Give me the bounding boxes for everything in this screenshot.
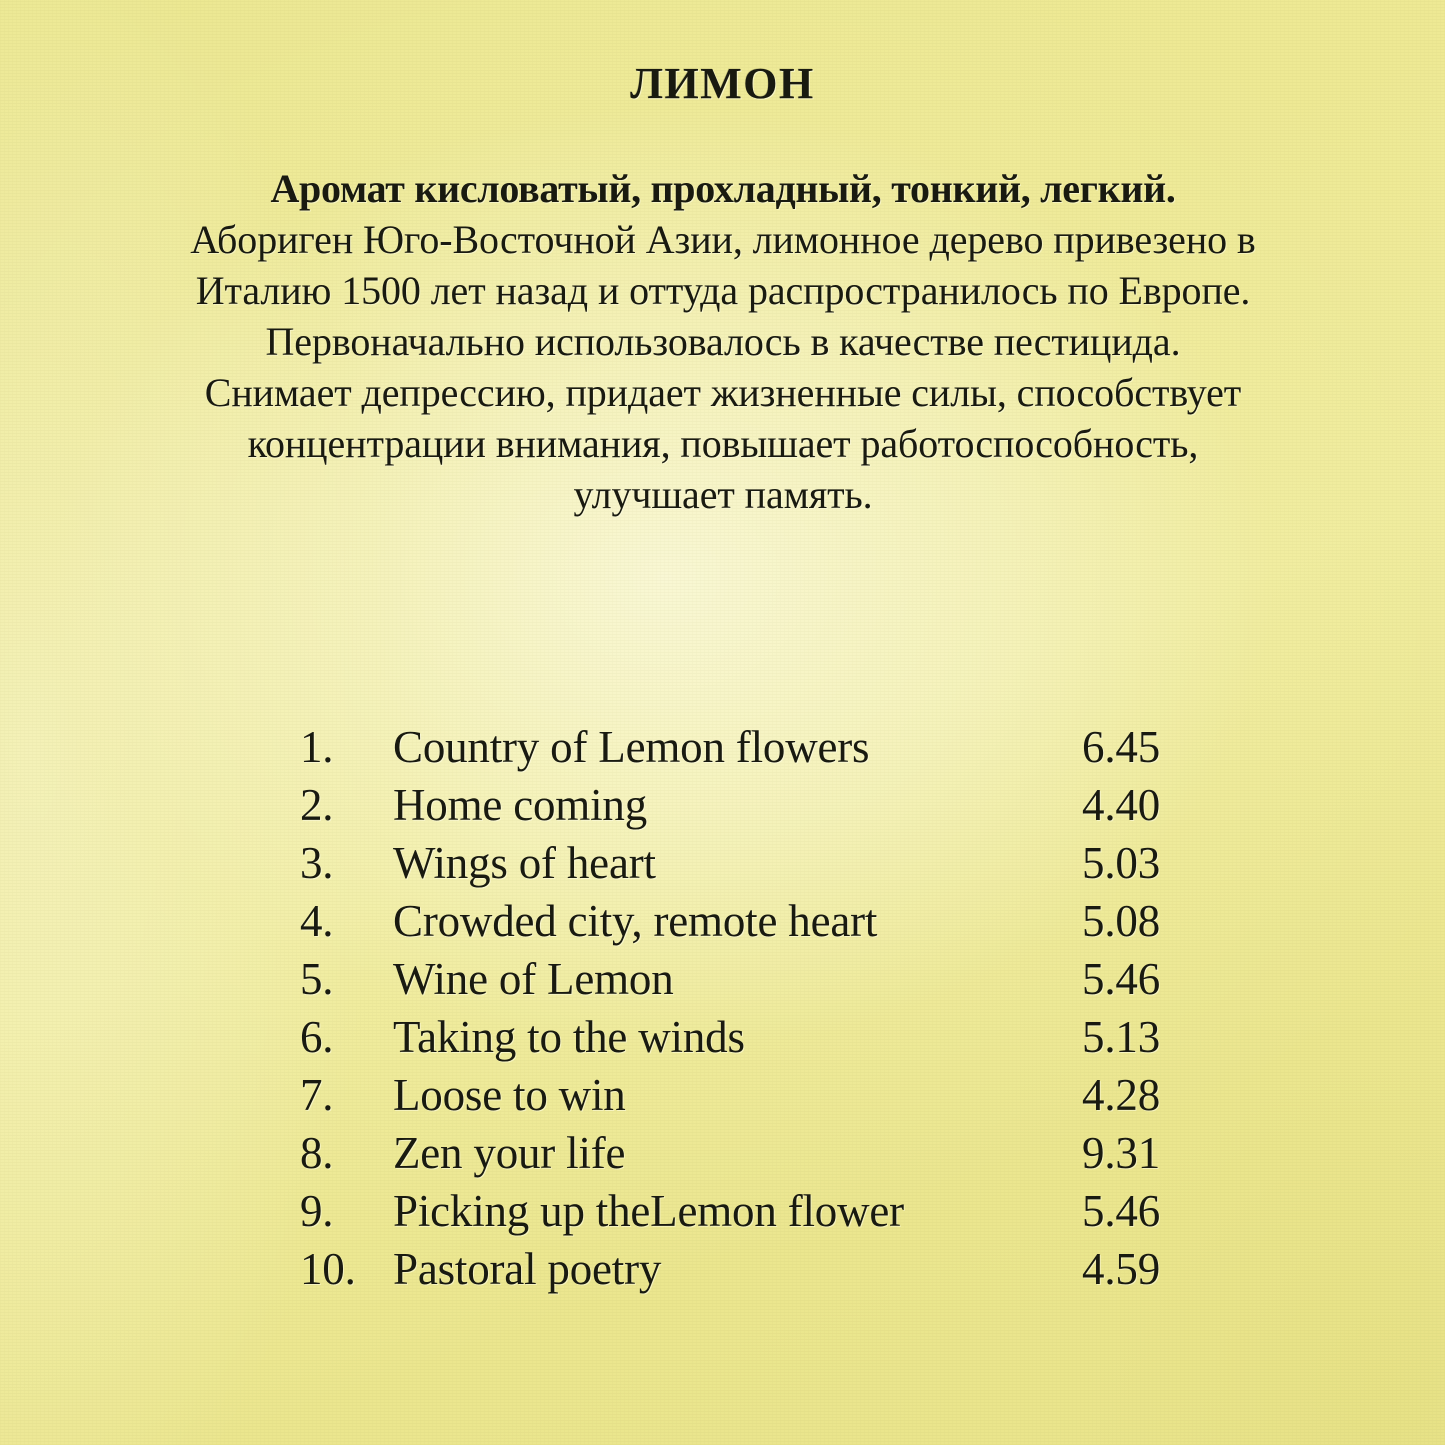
- track-number: 9.: [300, 1186, 334, 1236]
- track-title: Home coming: [393, 780, 648, 830]
- track-number: 4.: [300, 896, 334, 946]
- track-row: [300, 776, 1160, 834]
- track-duration: 5.46: [1082, 1186, 1160, 1236]
- track-duration: 5.08: [1082, 896, 1160, 946]
- track-number: 10.: [300, 1244, 356, 1294]
- track-row: [300, 1008, 1160, 1066]
- track-duration: 4.59: [1082, 1244, 1160, 1294]
- track-duration: 5.46: [1082, 954, 1160, 1004]
- track-number: 6.: [300, 1012, 334, 1062]
- description-lead-line: Аромат кисловатый, прохладный, тонкий, легкий.: [270, 166, 1176, 211]
- track-number: 7.: [300, 1070, 334, 1120]
- track-duration: 4.40: [1082, 780, 1160, 830]
- tracklist: [300, 718, 1160, 1298]
- track-number: 2.: [300, 780, 334, 830]
- track-title: Wings of heart: [393, 838, 656, 888]
- track-number: 1.: [300, 722, 334, 772]
- track-title: Country of Lemon flowers: [393, 722, 870, 772]
- description-line-5: концентрации внимания, повышает работоспособность,: [247, 421, 1199, 466]
- track-duration: 5.13: [1082, 1012, 1160, 1062]
- track-row: [300, 1182, 1160, 1240]
- description-line-1: Абориген Юго-Восточной Азии, лимонное дерево привезено в: [190, 217, 1256, 262]
- description-block: [118, 163, 1328, 520]
- track-row: [300, 1124, 1160, 1182]
- track-title: Picking up theLemon flower: [393, 1186, 904, 1236]
- track-title: Loose to win: [393, 1070, 626, 1120]
- track-duration: 5.03: [1082, 838, 1160, 888]
- track-row: [300, 950, 1160, 1008]
- description-line-3: Первоначально использовалось в качестве пестицида.: [265, 319, 1181, 364]
- track-duration: 6.45: [1082, 722, 1160, 772]
- track-row: [300, 1066, 1160, 1124]
- track-title: Wine of Lemon: [393, 954, 674, 1004]
- track-title: Taking to the winds: [393, 1012, 745, 1062]
- track-row: [300, 718, 1160, 776]
- track-row: [300, 834, 1160, 892]
- description-line-2: Италию 1500 лет назад и оттуда распространилось по Европе.: [195, 268, 1251, 313]
- track-number: 3.: [300, 838, 334, 888]
- track-title: Pastoral poetry: [393, 1244, 662, 1294]
- track-number: 5.: [300, 954, 334, 1004]
- description-line-6: улучшает память.: [573, 472, 873, 517]
- track-title: Zen your life: [393, 1128, 626, 1178]
- track-duration: 9.31: [1082, 1128, 1160, 1178]
- page-title: ЛИМОН: [630, 59, 815, 108]
- track-row: [300, 1240, 1160, 1298]
- track-title: Crowded city, remote heart: [393, 896, 878, 946]
- track-row: [300, 892, 1160, 950]
- track-number: 8.: [300, 1128, 334, 1178]
- description-line-4: Снимает депрессию, придает жизненные силы, способствует: [204, 370, 1242, 415]
- track-duration: 4.28: [1082, 1070, 1160, 1120]
